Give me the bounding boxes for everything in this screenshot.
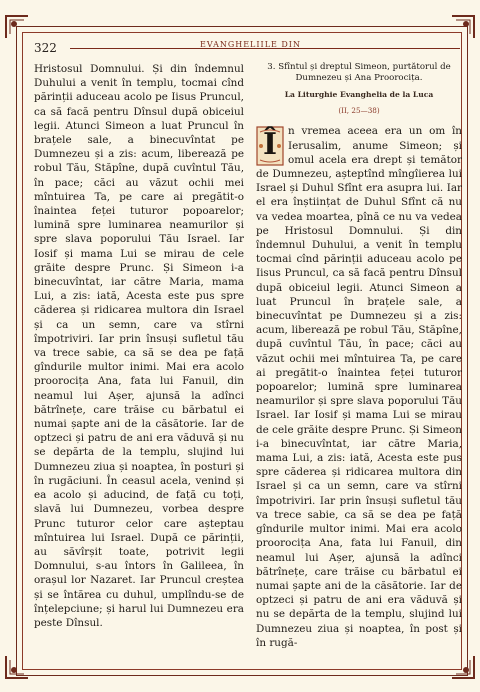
corner-ornament-icon xyxy=(4,654,30,680)
drop-cap xyxy=(256,126,284,166)
page-number: 322 xyxy=(34,41,57,55)
header-rule xyxy=(70,48,460,49)
corner-ornament-icon xyxy=(450,14,476,40)
drop-cap-letter: Î xyxy=(262,127,278,163)
feast-note: 3. Sfîntul și dreptul Simeon, purtătorul de Dumnezeu și Ana Proorocița. xyxy=(267,62,451,83)
section-title: La Liturghie Evanghelia de la Luca xyxy=(284,90,434,99)
corner-ornament-icon xyxy=(450,654,476,680)
scripture-reference: (II, 25—38) xyxy=(338,106,380,116)
left-column xyxy=(34,62,244,630)
right-column-text: n vremea aceea era un om în Ierusalim, anume Simeon; și omul acela era drept și temător de Dumnezeu, așteptînd mîngîierea lui Israel și Duhul Sfînt era asupra lui. Iar el era înștiințat de Duhul Sfînt că nu va vedea moartea, pînă ce nu va vedea pe Hristosul Domnului. Și din îndemnul Duhului, a venit în templu tocmai cînd părinții aduceau acolo pe Iisus Pruncul, ca să facă pentru Dînsul după obiceiul legii. Atunci Simeon a luat Pruncul în brațele sale, a binecuvîntat pe Dumnezeu și a zis: acum, liberează pe robul Tău, Stăpîne, după cuvîntul Tău, în pace; căci au văzut ochii mei mîntuirea Ta, pe care ai pregătit-o înaintea feței tuturor popoarelor; lumină spre luminarea neamurilor și spre slava poporului Tău Israel. Iar Iosif și mama Lui se mirau de cele grăite despre Prunc. Și Simeon i-a binecuvîntat, iar către Maria, mama Lui, a zis: iată, Acesta este pus spre căderea și ridicarea multora din Israel și ca un semn, care va stîrni împotriviri. Iar prin însuși sufletul tău va trece sabie, ca să se dea pe față gîndurile multor inimi. Mai era acolo proorocița Ana, fata lui Fanuil, din neamul lui Așer, ajunsă la adînci bătrînețe, care trăise cu bărbatul ei numai șapte ani de la căsătorie. Iar de optzeci și patru de ani era văduvă și nu se depărta de la templu, slujind lui Dumnezeu ziua și noaptea, în post și în rugă- xyxy=(256,125,462,649)
right-column xyxy=(256,62,462,650)
left-column-text: Hristosul Domnului. Și din îndemnul Duhului a venit în templu, tocmai cînd părinții aduceau acolo pe Iisus Pruncul, ca să facă pentru Dînsul după obiceiul legii. Atunci Simeon a luat Pruncul în brațele sale, a binecuvîntat pe Dumnezeu și a zis: acum, liberează pe robul Tău, Stăpîne, după cuvîntul Tău, în pace; căci au văzut ochii mei mîntuirea Ta, pe care ai pregătit-o înaintea feței tuturor popoarelor; lumină spre luminarea neamurilor și spre slava poporului Tău Israel. Iar Iosif și mama Lui se mirau de cele grăite despre Prunc. Și Simeon i-a binecuvîntat, iar către Maria, mama Lui, a zis: iată, Acesta este pus spre căderea și ridicarea multora din Israel și ca un semn, care va stîrni împotriviri. Iar prin însuși sufletul tău va trece sabie, ca să se dea pe față gîndurile multor inimi. Mai era acolo proorocița Ana, fata lui Fanuil, din neamul lui Așer, ajunsă la adînci bătrînețe, care trăise cu bărbatul ei numai șapte ani de la căsătorie. Iar de optzeci și patru de ani era văduvă și nu se depărta de la templu, slujind lui Dumnezeu ziua și noaptea, în posturi și în rugăciuni. În ceasul acela, venind și ea acolo și aducind, de față cu toți, slavă lui Dumnezeu, vorbea despre Prunc tuturor celor care așteptau mîntuirea lui Israel. După ce părinții, au săvîrșit toate, potrivit legii Domnului, s-au întors în Galileea, în orașul lor Nazaret. Iar Pruncul creștea și se întărea cu duhul, umplîndu-se de înțelepciune; și harul lui Dumnezeu era peste Dînsul. xyxy=(34,63,244,629)
running-title: EVANGHELIILE DIN xyxy=(200,40,301,49)
corner-ornament-icon xyxy=(4,14,30,40)
